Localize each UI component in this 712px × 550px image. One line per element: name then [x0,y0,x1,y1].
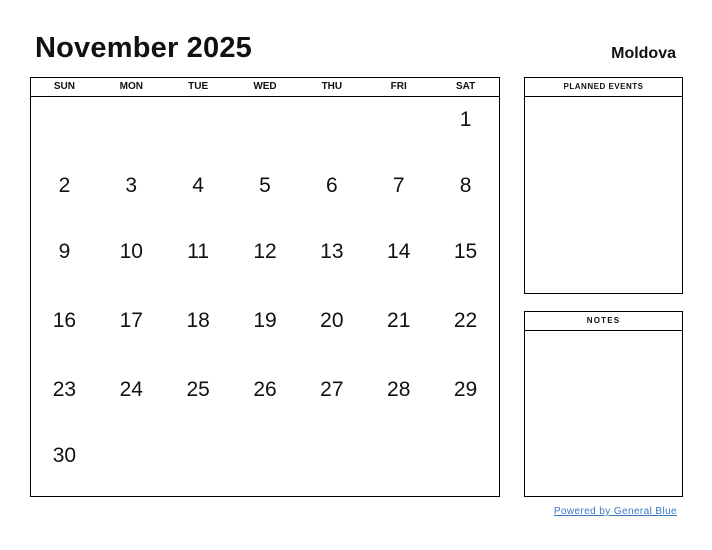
day-cell [31,338,98,407]
weekday-tue: TUE [188,81,209,92]
weekday-wed: WED [253,81,277,92]
notes-title: NOTES [525,312,682,331]
country-label: Moldova [611,45,676,62]
weekday-sun: SUN [53,81,75,92]
day-cell [165,338,232,407]
day-cell [232,338,299,407]
day-cell [98,338,165,407]
day-cell [298,203,365,269]
day-cell [298,269,365,338]
day-cell [31,137,98,203]
day-cell [298,137,365,203]
day-cell [165,203,232,269]
weekday-sat: SAT [455,81,476,92]
day-number: 13 [320,240,344,263]
day-number: 6 [326,174,338,197]
day-cell [298,97,365,137]
powered-by-link[interactable]: Powered by General Blue [553,506,677,517]
day-number: 16 [52,309,77,332]
day-cell [365,338,432,407]
day-number: 7 [392,174,405,197]
weekday-header [31,78,499,97]
day-grid [31,97,499,496]
day-cell [432,338,499,407]
planned-events-panel [524,77,683,294]
day-number: 15 [453,240,478,263]
weekday-fri: FRI [390,81,407,92]
day-cell [98,269,165,338]
day-number: 22 [453,309,478,332]
day-number: 30 [52,444,77,467]
day-number: 9 [58,240,71,263]
day-cell [31,203,98,269]
weekday-mon: MON [119,81,143,92]
day-cell [432,137,499,203]
day-number: 1 [459,108,472,131]
day-cell [365,137,432,203]
day-number: 11 [187,240,210,263]
day-number: 26 [253,378,277,401]
calendar-grid [30,77,500,497]
day-cell [31,97,98,137]
day-number: 25 [186,378,210,401]
planned-events-title: PLANNED EVENTS [525,78,682,97]
day-number: 12 [253,240,277,263]
day-cell [98,203,165,269]
day-cell [165,407,232,473]
day-number: 29 [453,378,478,401]
page-title: November 2025 [35,32,252,64]
day-cell [165,269,232,338]
day-cell [432,97,499,137]
day-number: 19 [253,309,277,332]
day-number: 21 [387,309,411,332]
day-number: 3 [125,174,138,197]
day-number: 18 [186,309,210,332]
day-cell [165,97,232,137]
day-cell [365,269,432,338]
day-number: 8 [459,174,472,197]
day-cell [232,407,299,473]
day-cell [232,269,299,338]
day-number: 27 [320,378,344,401]
day-cell [365,97,432,137]
day-number: 4 [192,174,204,197]
day-cell [432,407,499,473]
day-number: 2 [58,174,71,197]
day-cell [432,203,499,269]
weekday-thu: THU [321,81,343,92]
day-cell [165,137,232,203]
day-cell [98,137,165,203]
day-number: 24 [119,378,143,401]
day-number: 17 [119,309,143,332]
day-number: 20 [320,309,344,332]
day-cell [232,203,299,269]
day-cell [98,407,165,473]
day-cell [298,338,365,407]
day-number: 28 [387,378,411,401]
day-number: 10 [119,240,143,263]
day-cell [98,97,165,137]
day-cell [365,407,432,473]
day-number: 5 [259,174,271,197]
day-cell [232,137,299,203]
day-cell [31,269,98,338]
day-cell [298,407,365,473]
day-cell [232,97,299,137]
notes-panel [524,311,683,497]
day-cell [31,407,98,473]
day-cell [432,269,499,338]
day-number: 23 [52,378,77,401]
day-cell [365,203,432,269]
day-number: 14 [387,240,411,263]
